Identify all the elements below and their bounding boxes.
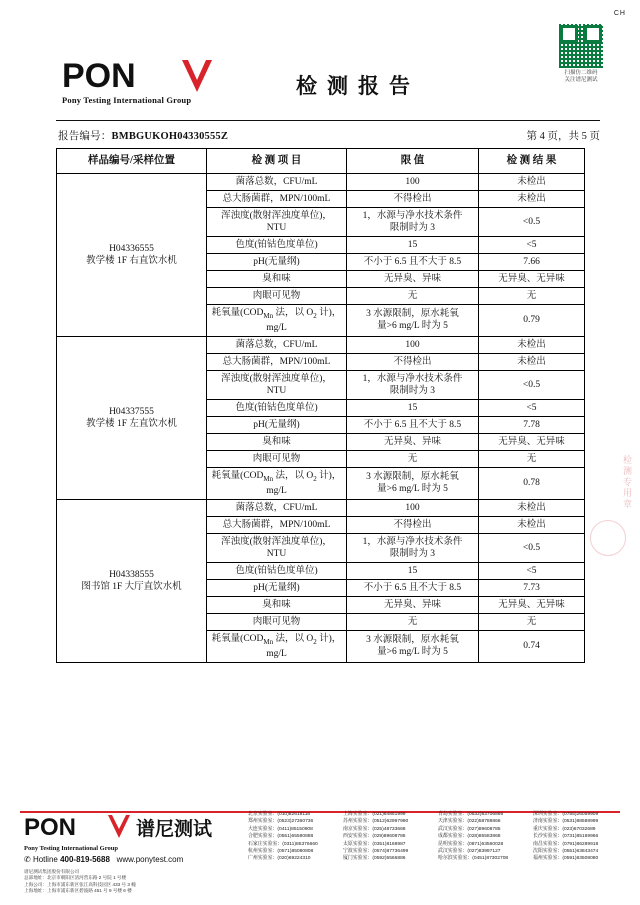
footer-contact-item: 西安实验室：(029)89608785 — [343, 834, 406, 840]
footer-contact-item: 苏州实验室：(0512)62997990 — [343, 819, 409, 825]
header-divider — [56, 120, 600, 121]
corner-mark: CH — [613, 10, 626, 17]
result-cell: 未检出 — [479, 499, 585, 516]
footer-hotline-number: 400-819-5688 — [60, 855, 110, 864]
item-cell: pH(无量纲) — [207, 416, 347, 433]
limit-cell: 不得检出 — [347, 516, 479, 533]
sample-cell: H04337555 教学楼 1F 左直饮水机 — [57, 336, 207, 499]
svg-text:PON: PON — [24, 814, 77, 839]
footer-contact-item: 石家庄实验室：(0311)85376660 — [248, 841, 318, 847]
table-row — [57, 336, 585, 353]
limit-cell: 3 水源限制，原水耗氧 量>6 mg/L 时为 5 — [347, 305, 479, 337]
item-cell: 耗氧量($COD_{Mn}$ 法，以 $O_2$ 计)， mg/L — [207, 305, 347, 337]
item-cell: 臭和味 — [207, 596, 347, 613]
limit-cell: 3 水源限制，原水耗氧 量>6 mg/L 时为 5 — [347, 630, 479, 662]
limit-cell: 100 — [347, 174, 479, 191]
col-header-sample: 样品编号/采样位置 — [57, 149, 207, 174]
item-cell: 臭和味 — [207, 433, 347, 450]
result-cell: <5 — [479, 399, 585, 416]
pony-logo — [62, 58, 252, 105]
footer-contact-item: 济南实验室：(0531)88588999 — [533, 819, 599, 825]
limit-cell: 1，水源与净水技术条件 限制时为 3 — [347, 208, 479, 237]
item-cell: 浑浊度(散射浑浊度单位)， NTU — [207, 533, 347, 562]
svg-text:谱尼测试: 谱尼测试 — [136, 819, 213, 839]
footer-address-line: 上海公司：上海市浦东新区张江高科技园区 433 号 3 幢 — [24, 881, 136, 887]
footer-contact-item: 福州实验室：(0591)83508080 — [533, 856, 599, 862]
footer-contact-item: 重庆实验室：(023)67032689 — [533, 826, 596, 832]
pony-footer-logo-icon — [24, 813, 229, 839]
col-header-item: 检 测 项 目 — [207, 149, 347, 174]
report-number-value: BMBGUKOH04330555Z — [111, 131, 229, 142]
limit-cell: 无 — [347, 288, 479, 305]
result-cell: 0.74 — [479, 630, 585, 662]
limit-cell: 无异臭、异味 — [347, 271, 479, 288]
item-cell: 菌落总数，CFU/mL — [207, 336, 347, 353]
limit-cell: 3 水源限制，原水耗氧 量>6 mg/L 时为 5 — [347, 467, 479, 499]
limit-cell: 不得检出 — [347, 353, 479, 370]
footer-contact-item: 南昌实验室：(0791)86289918 — [533, 841, 599, 847]
item-cell: 总大肠菌群，MPN/100mL — [207, 353, 347, 370]
footer-address-line: 上海地址：上海市浦东新区碧波路 451 号 9 号楼 6 楼 — [24, 888, 132, 894]
qr-caption-line1: 扫描仿二维码 — [564, 70, 598, 76]
footer-contact-item: 郑州实验室：(0523)27360736 — [248, 819, 314, 825]
item-cell: 菌落总数，CFU/mL — [207, 174, 347, 191]
table-row — [57, 174, 585, 191]
footer-contact-item: 杭州实验室：(0571)85080808 — [248, 849, 314, 855]
report-number — [58, 128, 228, 143]
result-cell: <5 — [479, 562, 585, 579]
footer-logo-subtitle: Pony Testing International Group — [24, 845, 118, 852]
limit-cell: 无异臭、异味 — [347, 596, 479, 613]
limit-cell: 1，水源与净水技术条件 限制时为 3 — [347, 533, 479, 562]
footer-contact-item: 南京实验室：(025)48733668 — [343, 826, 406, 832]
result-cell: 7.78 — [479, 416, 585, 433]
footer-contact-item: 广州实验室：(020)69224310 — [248, 856, 311, 862]
footer-contact-item: 成都实验室：(028)85583868 — [438, 834, 501, 840]
sample-cell: H04338555 图书馆 1F 大厅直饮水机 — [57, 499, 207, 662]
footer-address — [24, 869, 136, 895]
result-cell: 无 — [479, 450, 585, 467]
item-cell: 耗氧量($COD_{Mn}$ 法，以 $O_2$ 计)， mg/L — [207, 630, 347, 662]
result-cell: <5 — [479, 237, 585, 254]
footer-logo — [24, 813, 229, 864]
limit-cell: 100 — [347, 336, 479, 353]
stamp-mark — [590, 520, 626, 556]
item-cell: 色度(铂钴色度单位) — [207, 562, 347, 579]
item-cell: 总大肠菌群，MPN/100mL — [207, 191, 347, 208]
item-cell: pH(无量纲) — [207, 579, 347, 596]
page-title: 检测报告 — [296, 75, 420, 98]
item-cell: 肉眼可见物 — [207, 613, 347, 630]
item-cell: 肉眼可见物 — [207, 450, 347, 467]
footer-contact-item: 太原实验室：(0351)8168987 — [343, 841, 406, 847]
svg-text:PON: PON — [62, 58, 136, 94]
result-cell: 未检出 — [479, 516, 585, 533]
limit-cell: 100 — [347, 499, 479, 516]
result-cell: 0.78 — [479, 467, 585, 499]
result-cell: 未检出 — [479, 191, 585, 208]
item-cell: pH(无量纲) — [207, 254, 347, 271]
side-watermark: 检测专用章 — [622, 455, 632, 510]
report-footer — [20, 811, 624, 897]
item-cell: 浑浊度(散射浑浊度单位)， NTU — [207, 208, 347, 237]
result-cell: 7.73 — [479, 579, 585, 596]
limit-cell: 无异臭、异味 — [347, 433, 479, 450]
item-cell: 总大肠菌群，MPN/100mL — [207, 516, 347, 533]
footer-contact-item: 北京实验室：(010)82618116 — [248, 812, 311, 817]
item-cell: 菌落总数，CFU/mL — [207, 499, 347, 516]
sample-cell: H04336555 教学楼 1F 右直饮水机 — [57, 174, 207, 337]
limit-cell: 15 — [347, 399, 479, 416]
limit-cell: 不小于 6.5 且不大于 8.5 — [347, 579, 479, 596]
pony-logo-icon — [62, 58, 252, 94]
footer-website[interactable]: www.ponytest.com — [116, 855, 184, 864]
limit-cell: 无 — [347, 450, 479, 467]
footer-contacts — [248, 811, 624, 863]
item-cell: 肉眼可见物 — [207, 288, 347, 305]
footer-contact-item: 天津实验室：(022)58788866 — [438, 819, 501, 825]
result-cell: 未检出 — [479, 174, 585, 191]
footer-contact-item: 昆明实验室：(0871)63560028 — [438, 841, 504, 847]
result-cell: 无异臭、无异味 — [479, 596, 585, 613]
item-cell: 耗氧量($COD_{Mn}$ 法，以 $O_2$ 计)， mg/L — [207, 467, 347, 499]
footer-address-line: 总部地址：北京市朝阳区清河营东路 2 号院 1 号楼 — [24, 875, 127, 881]
item-cell: 臭和味 — [207, 271, 347, 288]
report-number-label: 报告编号： — [58, 131, 112, 142]
limit-cell: 不得检出 — [347, 191, 479, 208]
footer-address-line: 谱尼测试集团股份有限公司 — [24, 869, 80, 874]
report-meta-row — [58, 128, 600, 143]
limit-cell: 15 — [347, 237, 479, 254]
footer-contact-item: 沈阳实验室：(0551)63843474 — [533, 849, 599, 855]
pony-logo-subtitle: Pony Testing International Group — [62, 95, 192, 105]
footer-contact-item: 武汉实验室：(027)89608785 — [438, 826, 501, 832]
footer-contact-item: 哈尔滨实验室：(0451)87302708 — [438, 856, 509, 862]
result-cell: <0.5 — [479, 533, 585, 562]
footer-contact-item: 合肥实验室：(0551)65580888 — [248, 834, 314, 840]
result-cell: 无异臭、无异味 — [479, 271, 585, 288]
limit-cell: 15 — [347, 562, 479, 579]
table-row — [57, 499, 585, 516]
result-cell: 7.66 — [479, 254, 585, 271]
results-table — [56, 148, 585, 663]
result-cell: <0.5 — [479, 370, 585, 399]
qr-caption-line2: 关注谱尼测试 — [564, 77, 598, 83]
footer-contact-item: 青岛实验室：(0532)83706866 — [438, 812, 504, 817]
footer-hotline-label: Hotline — [32, 855, 58, 864]
footer-contact-item: 深圳实验室：(0755)26059909 — [533, 812, 599, 817]
col-header-result: 检 测 结 果 — [479, 149, 585, 174]
footer-contact-item: 武汉实验室：(027)83997127 — [438, 849, 501, 855]
result-cell: 无异臭、无异味 — [479, 433, 585, 450]
result-cell: 无 — [479, 613, 585, 630]
limit-cell: 无 — [347, 613, 479, 630]
result-cell: 未检出 — [479, 336, 585, 353]
limit-cell: 不小于 6.5 且不大于 8.5 — [347, 416, 479, 433]
footer-hotline: ✆ Hotline 400-819-5688 www.ponytest.com — [24, 855, 184, 864]
footer-contact-item: 大连实验室：(0411)85150908 — [248, 826, 313, 832]
footer-contact-item: 上海实验室：(021)64851999 — [343, 812, 406, 817]
result-cell: <0.5 — [479, 208, 585, 237]
table-body — [57, 174, 585, 663]
report-header — [56, 58, 600, 114]
result-cell: 0.79 — [479, 305, 585, 337]
footer-contact-item: 长沙实验室：(0731)85169966 — [533, 834, 599, 840]
item-cell: 浑浊度(散射浑浊度单位)， NTU — [207, 370, 347, 399]
limit-cell: 1，水源与净水技术条件 限制时为 3 — [347, 370, 479, 399]
result-cell: 无 — [479, 288, 585, 305]
footer-contact-item: 厦门实验室：(0592)5566886 — [343, 856, 406, 862]
result-cell: 未检出 — [479, 353, 585, 370]
item-cell: 色度(铂钴色度单位) — [207, 399, 347, 416]
page-number: 第 4 页，共 5 页 — [526, 131, 600, 142]
footer-contact-item: 宁波实验室：(0574)87736499 — [343, 849, 409, 855]
table-header-row — [57, 149, 585, 174]
limit-cell: 不小于 6.5 且不大于 8.5 — [347, 254, 479, 271]
col-header-limit: 限 值 — [347, 149, 479, 174]
item-cell: 色度(铂钴色度单位) — [207, 237, 347, 254]
